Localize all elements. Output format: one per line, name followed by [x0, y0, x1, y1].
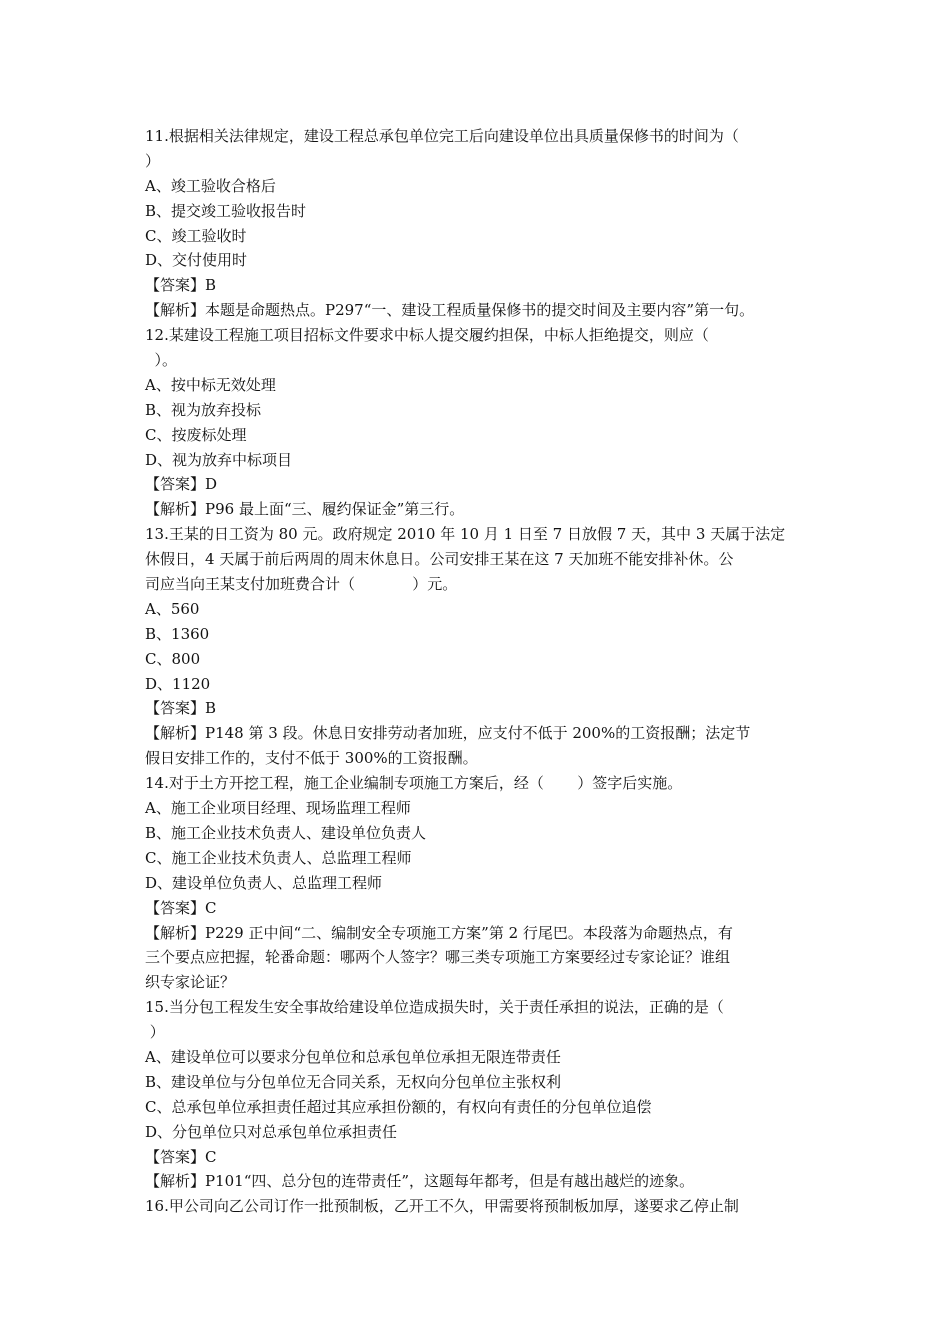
q15-option-a: A、建设单位可以要求分包单位和总承包单位承担无限连带责任 [145, 1047, 561, 1066]
q13-stem-line-2: 休假日，4 天属于前后两周的周末休息日。公司安排王某在这 7 天加班不能安排补休。公 [145, 550, 734, 569]
q15-stem-line-2: ） [145, 1023, 165, 1042]
q11-option-a: A、竣工验收合格后 [145, 176, 276, 195]
q15-answer: 【答案】C [145, 1147, 217, 1166]
q11-answer: 【答案】B [145, 276, 217, 295]
q12-option-c: C、按废标处理 [145, 425, 247, 444]
q14-option-b: B、施工企业技术负责人、建设单位负责人 [145, 823, 427, 842]
q15-explanation: 【解析】P101“四、总分包的连带责任”，这题每年都考，但是有越出越烂的迹象。 [145, 1172, 695, 1191]
q14-explanation-line-2: 三个要点应把握，轮番命题：哪两个人签字？哪三类专项施工方案要经过专家论证？谁组 [145, 948, 731, 967]
q14-explanation-line-3: 织专家论证？ [145, 973, 236, 992]
q15-option-b: B、建设单位与分包单位无合同关系，无权向分包单位主张权利 [145, 1072, 562, 1091]
q13-explanation-line-1: 【解析】P148 第 3 段。休息日安排劳动者加班，应支付不低于 200%的工资报酬；法定节 [145, 724, 751, 743]
q15-option-c: C、总承包单位承担责任超过其应承担份额的，有权向有责任的分包单位追偿 [145, 1097, 652, 1116]
q14-stem: 14.对于土方开挖工程，施工企业编制专项施工方案后，经（ ）签字后实施。 [145, 774, 683, 793]
q13-stem-line-3: 司应当向王某支付加班费合计（ ）元。 [145, 575, 458, 594]
q12-option-d: D、视为放弃中标项目 [145, 450, 293, 469]
q12-option-a: A、按中标无效处理 [145, 375, 276, 394]
q14-option-d: D、建设单位负责人、总监理工程师 [145, 873, 383, 892]
q12-option-b: B、视为放弃投标 [145, 400, 262, 419]
q12-answer: 【答案】D [145, 475, 218, 494]
q13-option-a: A、560 [145, 599, 200, 618]
q16-stem-line-1: 16.甲公司向乙公司订作一批预制板，乙开工不久，甲需要将预制板加厚，遂要求乙停止制 [145, 1197, 739, 1216]
q14-option-a: A、施工企业项目经理、现场监理工程师 [145, 799, 411, 818]
q13-option-c: C、800 [145, 649, 201, 668]
q14-explanation-line-1: 【解析】P229 正中间“二、编制安全专项施工方案”第 2 行尾巴。本段落为命题热点，有 [145, 923, 733, 942]
q11-explanation: 【解析】本题是命题热点。P297“一、建设工程质量保修书的提交时间及主要内容”第一句。 [145, 301, 755, 320]
q15-option-d: D、分包单位只对总承包单位承担责任 [145, 1122, 398, 1141]
q13-stem-line-1: 13.王某的日工资为 80 元。政府规定 2010 年 10 月 1 日至 7 日放假 7 天，其中 3 天属于法定 [145, 525, 786, 544]
q13-option-d: D、1120 [145, 674, 211, 693]
q13-option-b: B、1360 [145, 624, 210, 643]
q12-explanation: 【解析】P96 最上面“三、履约保证金”第三行。 [145, 500, 465, 519]
q15-stem-line-1: 15.当分包工程发生安全事故给建设单位造成损失时，关于责任承担的说法，正确的是（ [145, 998, 724, 1017]
q13-explanation-line-2: 假日安排工作的，支付不低于 300%的工资报酬。 [145, 749, 478, 768]
q12-stem-line-2: ）。 [145, 351, 178, 370]
q13-answer: 【答案】B [145, 699, 217, 718]
q14-answer: 【答案】C [145, 898, 217, 917]
q11-option-d: D、交付使用时 [145, 251, 248, 270]
q14-option-c: C、施工企业技术负责人、总监理工程师 [145, 848, 412, 867]
q11-option-b: B、提交竣工验收报告时 [145, 201, 307, 220]
q11-stem-line-2: ） [145, 151, 161, 170]
q11-stem-line-1: 11.根据相关法律规定，建设工程总承包单位完工后向建设单位出具质量保修书的时间为（ [145, 127, 739, 145]
q11-option-c: C、竣工验收时 [145, 226, 247, 245]
document-body [145, 124, 815, 1219]
q12-stem-line-1: 12.某建设工程施工项目招标文件要求中标人提交履约担保，中标人拒绝提交，则应（ [145, 326, 709, 345]
